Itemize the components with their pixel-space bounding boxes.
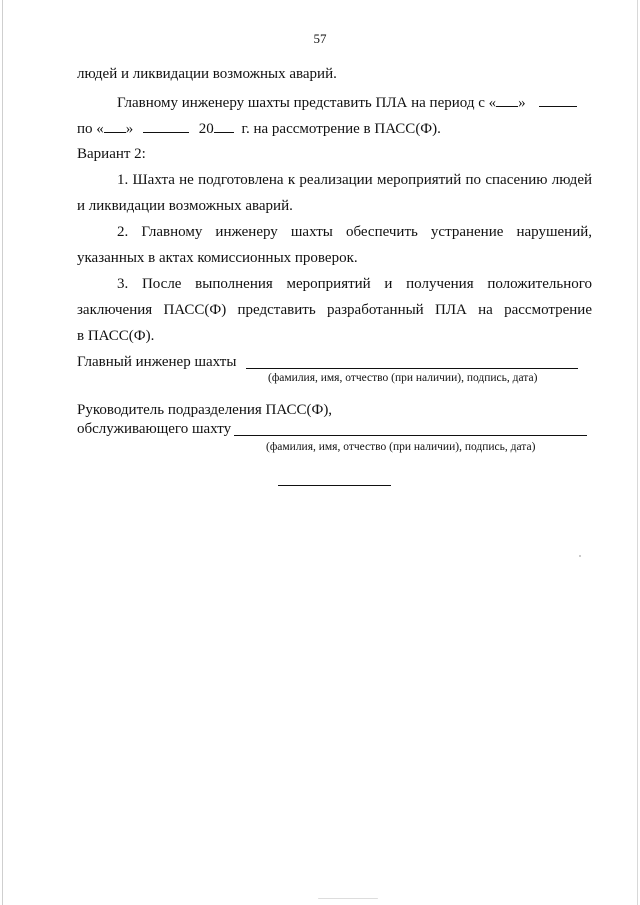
period-to-month-blank[interactable] bbox=[143, 119, 189, 133]
period-to-day-blank[interactable] bbox=[104, 119, 126, 133]
item3-line3: в ПАСС(Ф). bbox=[77, 328, 155, 344]
item1-line1: 1. Шахта не подготовлена к реализации мероприятий по спасению людей bbox=[117, 172, 592, 188]
text-line-3 bbox=[77, 119, 441, 138]
variant-heading: Вариант 2: bbox=[77, 146, 146, 162]
chief-engineer-label: Главный инженер шахты bbox=[77, 354, 237, 370]
period-from-quote: » bbox=[518, 95, 526, 111]
pass-head-label-line2: обслуживающего шахту bbox=[77, 421, 232, 437]
period-to-quote: » bbox=[125, 121, 134, 137]
page-edge-left bbox=[2, 0, 3, 905]
page-number: 57 bbox=[313, 31, 327, 46]
period-from-month-blank[interactable] bbox=[539, 93, 577, 107]
scan-speck bbox=[318, 898, 378, 899]
period-from-label: Главному инженеру шахты представить ПЛА на период с « bbox=[117, 95, 497, 111]
pass-head-label-line1: Руководитель подразделения ПАСС(Ф), bbox=[77, 402, 333, 418]
chief-engineer-caption: (фамилия, имя, отчество (при наличии), подпись, дата) bbox=[268, 372, 538, 384]
pass-head-caption: (фамилия, имя, отчество (при наличии), подпись, дата) bbox=[266, 441, 536, 453]
period-from-day-blank[interactable] bbox=[496, 93, 518, 107]
item1-line2: и ликвидации возможных аварий. bbox=[77, 198, 293, 214]
item3-line1: 3. После выполнения мероприятий и получения положительного bbox=[117, 276, 592, 292]
year-blank[interactable] bbox=[214, 119, 234, 133]
closing-separator bbox=[278, 485, 391, 486]
period-to-label: по « bbox=[77, 121, 104, 137]
item3-line2: заключения ПАСС(Ф) представить разработанный ПЛА на рассмотрение bbox=[77, 302, 592, 318]
chief-engineer-signature-line[interactable] bbox=[246, 368, 578, 369]
text-line-1: людей и ликвидации возможных аварий. bbox=[77, 66, 337, 82]
period-to-suffix: г. на рассмотрение в ПАСС(Ф). bbox=[241, 121, 441, 137]
item2-line2: указанных в актах комиссионных проверок. bbox=[77, 250, 358, 266]
item2-line1: 2. Главному инженеру шахты обеспечить устранение нарушений, bbox=[117, 224, 592, 240]
text-line-2 bbox=[117, 93, 577, 112]
year-prefix: 20 bbox=[198, 121, 214, 137]
scan-speck bbox=[579, 555, 581, 557]
page-edge-right bbox=[637, 0, 638, 905]
pass-head-signature-line[interactable] bbox=[234, 435, 587, 436]
